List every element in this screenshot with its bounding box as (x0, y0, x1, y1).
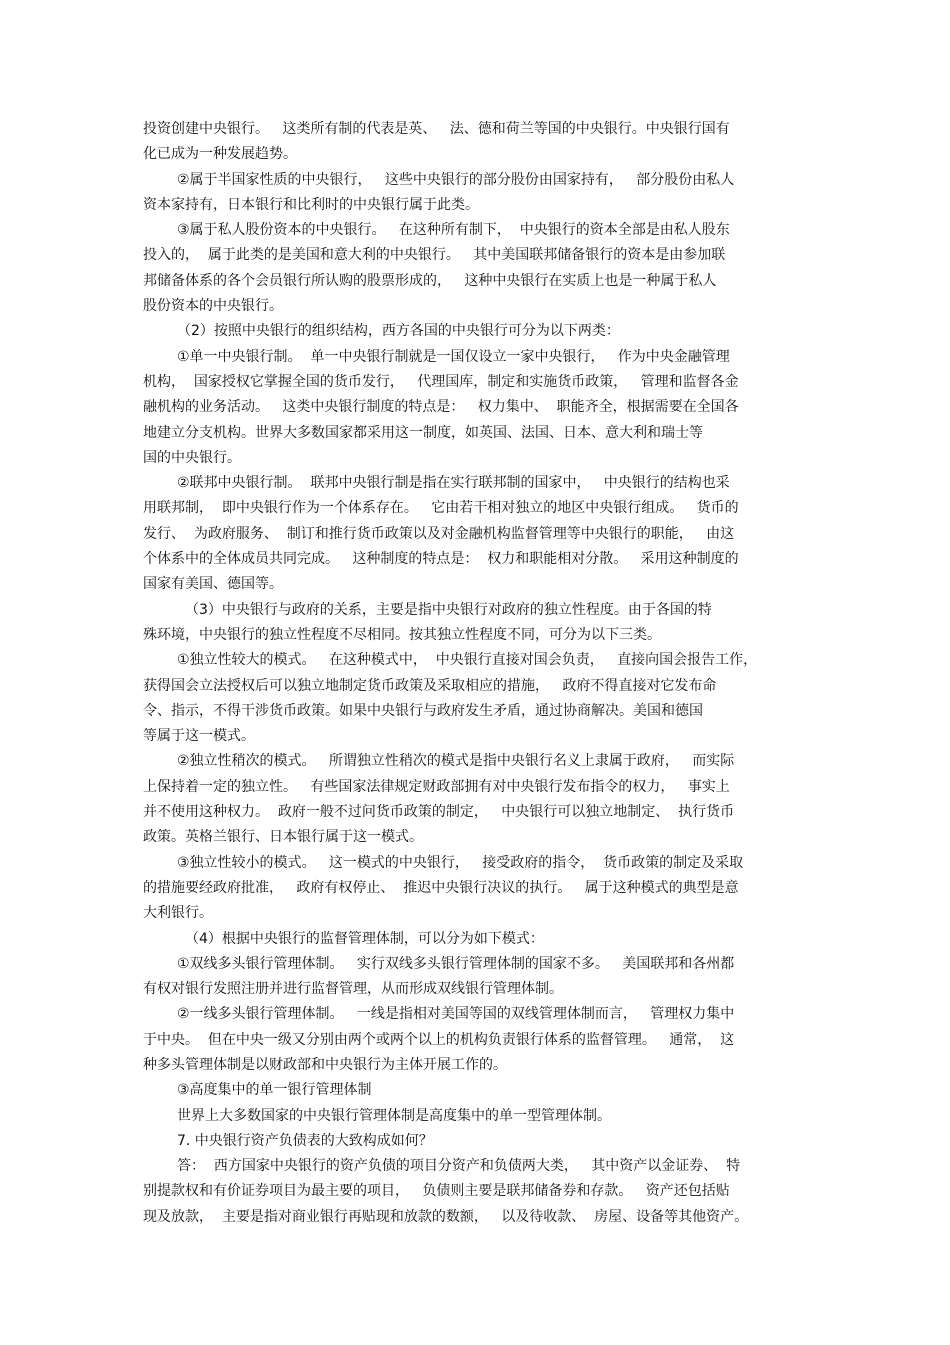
text-line: 用联邦制， 即中央银行作为一个体系存在。 它由若干相对独立的地区中央银行组成。 货币的 (143, 500, 739, 517)
text-line: 答： 西方国家中央银行的资产负债的项目分资产和负债两大类， 其中资产以金证券、 特 (177, 1158, 741, 1175)
text-line: 投入的， 属于此类的是美国和意大利的中央银行。 其中美国联邦储备银行的资本是由参加联 (143, 247, 726, 264)
text-line: 投资创建中央银行。 这类所有制的代表是英、 法、德和荷兰等国的中央银行。中央银行国有 (143, 121, 730, 137)
text-line: ③属于私人股份资本的中央银行。 在这种所有制下， 中央银行的资本全部是由私人股东 (177, 222, 730, 239)
document-body (143, 117, 805, 1230)
text-line: 发行、 为政府服务、 制订和推行货币政策以及对金融机构监督管理等中央银行的职能， 由这 (143, 525, 735, 542)
text-line: 的措施要经政府批准， 政府有权停止、 推迟中央银行决议的执行。 属于这种模式的典型是意 (143, 879, 739, 896)
text-line: 机构， 国家授权它掌握全国的货币发行， 代理国库，制定和实施货币政策， 管理和监督各金 (143, 373, 739, 390)
text-line: （3）中央银行与政府的关系，主要是指中央银行对政府的独立性程度。由于各国的特 (185, 601, 712, 618)
text-line: 获得国会立法授权后可以独立地制定货币政策及采取相应的措施， 政府不得直接对它发布命 (143, 677, 717, 694)
text-line: ②独立性稍次的模式。 所谓独立性稍次的模式是指中央银行名义上隶属于政府， 而实际 (177, 753, 735, 770)
text-line: 地建立分支机构。世界大多数国家都采用这一制度，如英国、法国、日本、意大利和瑞士等 (143, 424, 703, 441)
text-line: 资本家持有，日本银行和比利时的中央银行属于此类。 (143, 196, 479, 213)
text-line: ③高度集中的单一银行管理体制 (177, 1082, 372, 1099)
text-line: ③独立性较小的模式。 这一模式的中央银行， 接受政府的指令， 货币政策的制定及采取 (177, 854, 744, 871)
text-line: 国的中央银行。 (143, 449, 241, 466)
text-line: 现及放款， 主要是指对商业银行再贴现和放款的数额， 以及待收款、 房屋、设备等其他资产。 (143, 1208, 749, 1225)
text-line: ①独立性较大的模式。 在这种模式中， 中央银行直接对国会负责， 直接向国会报告工作， (177, 652, 758, 669)
text-line: 上保持着一定的独立性。 有些国家法律规定财政部拥有对中央银行发布指令的权力， 事实上 (143, 778, 730, 795)
text-line: 世界上大多数国家的中央银行管理体制是高度集中的单一型管理体制。 (177, 1107, 611, 1124)
text-line: 别提款权和有价证券项目为最主要的项目， 负债则主要是联邦储备券和存款。 资产还包括贴 (143, 1183, 730, 1200)
text-line: 大利银行。 (143, 905, 213, 922)
text-line: 融机构的业务活动。 这类中央银行制度的特点是： 权力集中、 职能齐全，根据需要在全国各 (143, 399, 739, 416)
text-line: 殊环境，中央银行的独立性程度不尽相同。按其独立性程度不同，可分为以下三类。 (143, 626, 661, 643)
text-line: 化已成为一种发展趋势。 (143, 146, 297, 163)
text-line: 个体系中的全体成员共同完成。 这种制度的特点是： 权力和职能相对分散。 采用这种制度的 (143, 551, 739, 568)
text-line: 等属于这一模式。 (143, 728, 255, 745)
text-line: 股份资本的中央银行。 (143, 298, 283, 315)
text-line: 国家有美国、德国等。 (143, 576, 283, 593)
text-line: 政策。英格兰银行、日本银行属于这一模式。 (143, 829, 423, 846)
text-line: 7. 中央银行资产负债表的大致构成如何？ (177, 1132, 433, 1149)
text-line: 邦储备体系的各个会员银行所认购的股票形成的， 这种中央银行在实质上也是一种属于私人 (143, 272, 717, 289)
text-line: ①单一中央银行制。 单一中央银行制就是一国仅设立一家中央银行， 作为中央金融管理 (177, 348, 730, 365)
text-line: 种多头管理体制是以财政部和中央银行为主体开展工作的。 (143, 1056, 507, 1073)
text-line: 有权对银行发照注册并进行监督管理，从而形成双线银行管理体制。 (143, 981, 563, 998)
text-line: 令、指示，不得干涉货币政策。如果中央银行与政府发生矛盾，通过协商解决。美国和德国 (143, 702, 703, 719)
text-line: 于中央。 但在中央一级又分别由两个或两个以上的机构负责银行体系的监督管理。 通常， 这 (143, 1031, 735, 1048)
text-line: 并不使用这种权力。 政府一般不过问货币政策的制定， 中央银行可以独立地制定、 执行货币 (143, 804, 735, 821)
text-line: ②属于半国家性质的中央银行， 这些中央银行的部分股份由国家持有， 部分股份由私人 (177, 171, 735, 188)
text-line: ②联邦中央银行制。 联邦中央银行制是指在实行联邦制的国家中， 中央银行的结构也采 (177, 475, 730, 492)
text-line: ②一线多头银行管理体制。 一线是指相对美国等国的双线管理体制而言， 管理权力集中 (177, 1006, 735, 1023)
text-line: （4）根据中央银行的监督管理体制，可以分为如下模式： (185, 930, 544, 947)
text-line: （2）按照中央银行的组织结构，西方各国的中央银行可分为以下两类： (177, 323, 620, 340)
text-line: ①双线多头银行管理体制。 实行双线多头银行管理体制的国家不多。 美国联邦和各州都 (177, 955, 735, 972)
